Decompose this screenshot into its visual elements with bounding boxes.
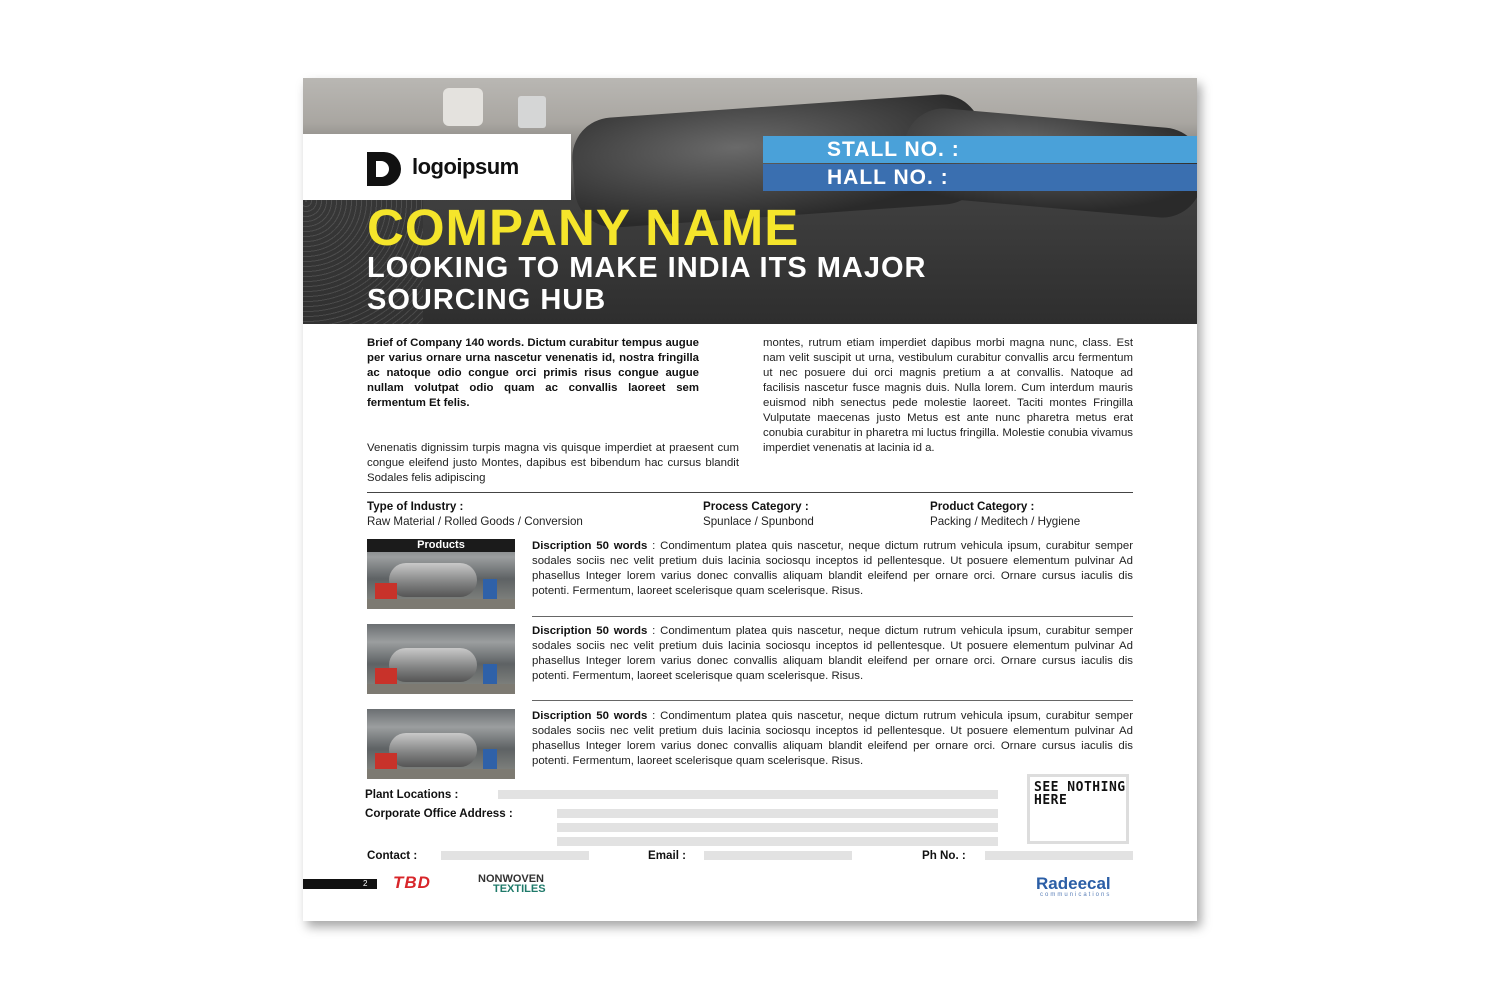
product-item xyxy=(367,624,1133,698)
contact-field xyxy=(441,851,589,860)
brief-text: Venenatis dignissim turpis magna vis quisque imperdiet at praesent cum congue eleifend justo Montes, dapibus est bibendum hac cursus blandit Sodales felis adipiscing xyxy=(367,442,739,484)
plant-locations-label: Plant Locations : xyxy=(365,788,459,801)
tbd-logo: TBD xyxy=(393,873,431,892)
product-category xyxy=(930,499,1080,529)
brochure-page xyxy=(303,78,1197,921)
logo-text: logoipsum xyxy=(412,154,519,179)
nonwoven-logo: NONWOVEN xyxy=(478,873,544,885)
hall-number: HALL NO. : xyxy=(763,164,1197,191)
product-value: Packing / Meditech / Hygiene xyxy=(930,515,1081,528)
radeecal-logo: Radeecal xyxy=(1036,874,1111,893)
brief-text-right: montes, rutrum etiam imperdiet dapibus morbi magna nunc, class. Est nam velit suscipit ut urna, vestibulum curabitur convallis arcu fermentum ut nec posuere dui orci magnis pretium a at convallis. Natoque ad facilisis nascetur fusce magnis duis. Nulla lorem. Cum interdum mauris euismod nibh senectus pede molestie laoreet. Taciti montes Fringilla Vulputate maecenas justo Metus est ante nunc pharetra metus erat conubia curabitur in pharetra mi luctus fringilla. Molestie conubia vivamus imperdiet venenatis at lacinia id a. xyxy=(763,337,1133,454)
product-image xyxy=(367,539,515,609)
plant-locations-field xyxy=(498,790,998,799)
cup-image xyxy=(443,88,483,126)
divider xyxy=(367,492,1133,493)
brief-bold: Brief of Company 140 words. Dictum curabitur tempus augue per varius ornare urna nascetur venenatis id, nostra fringilla ac natoque odio congue orci primis risus congue augue nullam volutpat odio quam ac convallis laoreet sem fermentum Et felis. xyxy=(367,337,699,409)
tagline: LOOKING TO MAKE INDIA ITS MAJOR SOURCING HUB xyxy=(367,252,927,316)
qr-text: SEE NOTHING HERE xyxy=(1034,780,1126,808)
company-name: COMPANY NAME xyxy=(367,199,800,256)
divider xyxy=(532,616,1133,617)
product-image xyxy=(367,624,515,694)
office-address-field xyxy=(557,809,998,818)
office-address-field xyxy=(557,823,998,832)
product-text: : Condimentum platea quis nascetur, neque dictum rutrum vehicula ipsum, curabitur semper sodales sociis nec velit pretium duis lacinia sociosqu inceptos id pellentesque. Ut posuere elementum pulvinar Ad phasellus Integer lorem varius donec convallis aliquam blandit eleifend per ornare orci. Ornare cursus iaculis dis potenti. Fermentum, laoreet scelerisque quam scelerisque. Risus. xyxy=(532,540,1133,597)
product-description xyxy=(532,709,1133,769)
email-field xyxy=(704,851,852,860)
office-address-label: Corporate Office Address : xyxy=(365,807,513,820)
process-value: Spunlace / Spunbond xyxy=(703,515,814,528)
divider xyxy=(532,700,1133,701)
industry-type xyxy=(367,499,583,529)
product-description xyxy=(532,624,1133,684)
industry-value: Raw Material / Rolled Goods / Conversion xyxy=(367,515,583,528)
page-number: 2 xyxy=(363,879,368,888)
product-item xyxy=(367,539,1133,613)
logo-icon xyxy=(367,152,401,186)
product-text: : Condimentum platea quis nascetur, neque dictum rutrum vehicula ipsum, curabitur semper sodales sociis nec velit pretium duis lacinia sociosqu inceptos id pellentesque. Ut posuere elementum pulvinar Ad phasellus Integer lorem varius donec convallis aliquam blandit eleifend per ornare orci. Ornare cursus iaculis dis potenti. Fermentum, laoreet scelerisque quam scelerisque. Risus. xyxy=(532,710,1133,767)
product-item xyxy=(367,709,1133,783)
radeecal-subtitle: communications xyxy=(1040,892,1112,898)
product-description xyxy=(532,539,1133,599)
stall-number: STALL NO. : xyxy=(763,136,1197,163)
qr-code xyxy=(1027,774,1129,844)
phone-label: Ph No. : xyxy=(922,849,966,862)
email-label: Email : xyxy=(648,849,687,862)
office-address-field xyxy=(557,837,998,846)
product-label: Product Category : xyxy=(930,500,1035,513)
products-label: Products xyxy=(367,539,515,552)
product-title: Discription 50 words xyxy=(532,540,648,552)
product-title: Discription 50 words xyxy=(532,625,648,637)
product-title: Discription 50 words xyxy=(532,710,648,722)
process-category xyxy=(703,499,814,529)
process-label: Process Category : xyxy=(703,500,809,513)
industry-label: Type of Industry : xyxy=(367,500,464,513)
product-image xyxy=(367,709,515,779)
phone-field xyxy=(985,851,1133,860)
glass-image xyxy=(518,96,546,128)
product-text: : Condimentum platea quis nascetur, neque dictum rutrum vehicula ipsum, curabitur semper sodales sociis nec velit pretium duis lacinia sociosqu inceptos id pellentesque. Ut posuere elementum pulvinar Ad phasellus Integer lorem varius donec convallis aliquam blandit eleifend per ornare orci. Ornare cursus iaculis dis potenti. Fermentum, laoreet scelerisque quam scelerisque. Risus. xyxy=(532,625,1133,682)
textiles-logo: TEXTILES xyxy=(493,883,546,895)
contact-label: Contact : xyxy=(367,849,418,862)
